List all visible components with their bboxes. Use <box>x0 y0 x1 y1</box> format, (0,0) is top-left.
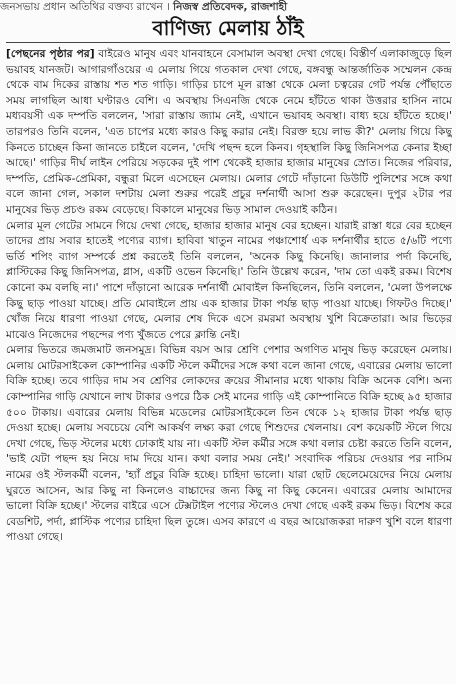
article-body <box>6 46 452 682</box>
paragraph-text: বাইরেও মানুষ এবং যানবাহনে বেসামাল অবস্থা দেখা গেছে। বিস্তীর্ণ এলাকাজুড়ে ছিল ভয়াবহ যানজট। আগারগাঁওয়ের এ মেলায় গিয়ে গতকাল দেখা গেছে, বঙ্গবন্ধু আন্তর্জাতিক সম্মেলন কেন্দ্র থেকে বাম দিকের রাস্তায় শত শত গাড়ি। গাড়ির চাপে মূল রাস্তা থেকে মেলা চত্বরের গেট পর্যন্ত পৌঁছাতে সময় লাগছিল আধা ঘণ্টারও বেশি। এ অবস্থায় সিএনজি থেকে নেমে হাঁটতে থাকা উত্তরার হাসিন নামে মধ্যবয়সী এক দম্পতি বললেন, 'সারা রাস্তায় জ্যাম নেই, এখানে ভয়াবহ অবস্থা। বাধ্য হয়ে হাঁটতে হচ্ছে।' তারপরও তিনি বলেন, 'এত চাপের মধ্যে কারও কিছু করার নেই। বিরক্ত হয়ে লাভ কী?' মেলায় গিয়ে কিছু কিনতে চাচ্ছেন কিনা জানতে চাইলে বলেন, 'দেখি পছন্দ হলে কিনব। গৃহস্থালি কিছু জিনিসপত্র কেনার ইচ্ছা আছে।' গাড়ির দীর্ঘ লাইন পেরিয়ে সড়কের দুই পাশ থেকেই হাজার হাজার মানুষের স্রোত। নিজের পরিবার, দম্পতি, প্রেমিক-প্রেমিকা, বন্ধুরা মিলে এসেছেন মেলায়। মেলার গেটে দাঁড়ানো ডিউটি পুলিশের সঙ্গে কথা বলে জানা গেল, সকাল দশটায় মেলা শুরুর পরেই প্রচুর দর্শনার্থী আসা শুরু করেছেন। দুপুর ২টার পর মানুষের ভিড় প্রচণ্ড রকম বেড়েছে। বিকালে মানুষের ভিড় সামাল দেওয়াই কঠিন। <box>6 47 452 216</box>
byline: নিজস্ব প্রতিবেদক, রাজশাহী <box>173 1 288 13</box>
headline-divider <box>6 42 450 43</box>
previous-article-tail <box>0 0 456 14</box>
previous-article-text: জনসভায় প্রধান অতিথির বক্তব্য রাখেন । <box>0 1 170 13</box>
article-headline: বাণিজ্য মেলায় ঠাঁই <box>152 16 304 40</box>
continued-marker: [পেছনের পৃষ্ঠার পর] <box>6 47 95 60</box>
article-paragraph: মেলার মূল গেটের সামনে গিয়ে দেখা গেছে, হাজার হাজার মানুষ বের হচ্ছেন। যারাই রাস্তা ধরে বের হচ্ছেন তাদের প্রায় সবার হাতেই পণ্যের ব্যাগ। হাবিবা খাতুন নামের পঞ্চাশোর্ধ এক দর্শনার্থীর হাতে ৫/৬টি পণ্যে ভর্তি শপিং ব্যাগ সম্পর্কে প্রশ্ন করতেই তিনি বললেন, 'অনেক কিছু কিনেছি। জানালার পর্দা কিনেছি, প্লাস্টিকের কিছু জিনিসপত্র, গ্লাস, একটি ওভেন কিনেছি।' তিনি উল্লেখ করেন, 'দাম তো একই রকম। বিশেষ কোনো কম বলছি না।' পাশে দাঁড়ানো আরেক দর্শনার্থী মোবাইল কিনছিলেন, তিনি বললেন, 'মেলা উপলক্ষে কিছু ছাড় পাওয়া যাচ্ছে। প্রতি মোবাইলে প্রায় এক হাজার টাকা পর্যন্ত ছাড় পাওয়া যাচ্ছে। গিফটও দিচ্ছে।' খোঁজ নিয়ে ধারণা পাওয়া গেছে, মেলার শেষ দিকে এসে রমরমা অবস্থায় খুশি বিক্রেতারা। আর ভিড়ের মাঝেও নিজেদের পছন্দের পণ্য খুঁজতে পেরে ক্লান্তি নেই। <box>6 218 452 341</box>
article-paragraph: মেলার ভিতরে জমজমাট জনসমুদ্র। বিভিন্ন বয়স আর শ্রেণি পেশার অগণিত মানুষ ভিড় করেছেন মেলায়। মেলায় মোটরসাইকেল কোম্পানির একটি স্টলে কর্মীদের সঙ্গে কথা বলে জানা গেছে, এবারের মেলায় ভালো বিক্রি হচ্ছে। তবে গাড়ির দাম সব শ্রেণির লোকদের ক্রয়ের সীমানার মধ্যে থাকায় বিক্রি অনেক বেশি। অন্য কোম্পানির গাড়ি যেখানে লাখ টাকার ওপরে ঠিক সেই মানের গাড়ি এই কোম্পানিতে বিক্রি হচ্ছে ৯৫ হাজার ৫০০ টাকায়। এবারের মেলায় বিভিন্ন মডেলের মোটরসাইকেলে তিন থেকে ১২ হাজার টাকা পর্যন্ত ছাড় দেওয়া হচ্ছে। মেলায় সবচেয়ে বেশি আকর্ষণ লক্ষ্য করা গেছে শিশুদের খেলনায়। বেশ কয়েকটি স্টলে গিয়ে দেখা গেছে, ভিড় স্টলের মধ্যে ঢোকাই যায় না। একটি স্টল কর্মীর সঙ্গে কথা বলার চেষ্টা করতে তিনি বলেন, 'ভাই যেটা পছন্দ হয় নিয়ে দাম দিয়ে যান। কথা বলার সময় নেই।' সংবাদিক পরিচয় দেওয়ার পর নাসিম নামের ওই স্টলকর্মী বলেন, 'হ্যাঁ প্রচুর বিক্রি হচ্ছে। চাহিদা ভালো। যারা ছোট ছেলেমেয়েদের নিয়ে মেলায় ঘুরতে আসেন, আর কিছু না কিনলেও বাচ্চাদের জন্য কিছু না কিছু কেনেন। এবারের মেলায় আমাদের ভালো বিক্রি হচ্ছে।' স্টলের বাইরে এসে টেক্সটাইল পণ্যের স্টলেও দেখা গেছে একই রকম ভিড়। বিশেষ করে বেডশিট, পর্দা, প্লাস্টিক পণ্যের চাহিদা ছিল তুঙ্গে। এসব কারণে এ বছর আয়োজকরা দারুণ খুশি বলে ধারণা পাওয়া গেছে। <box>6 343 452 544</box>
article-paragraph <box>6 46 452 218</box>
